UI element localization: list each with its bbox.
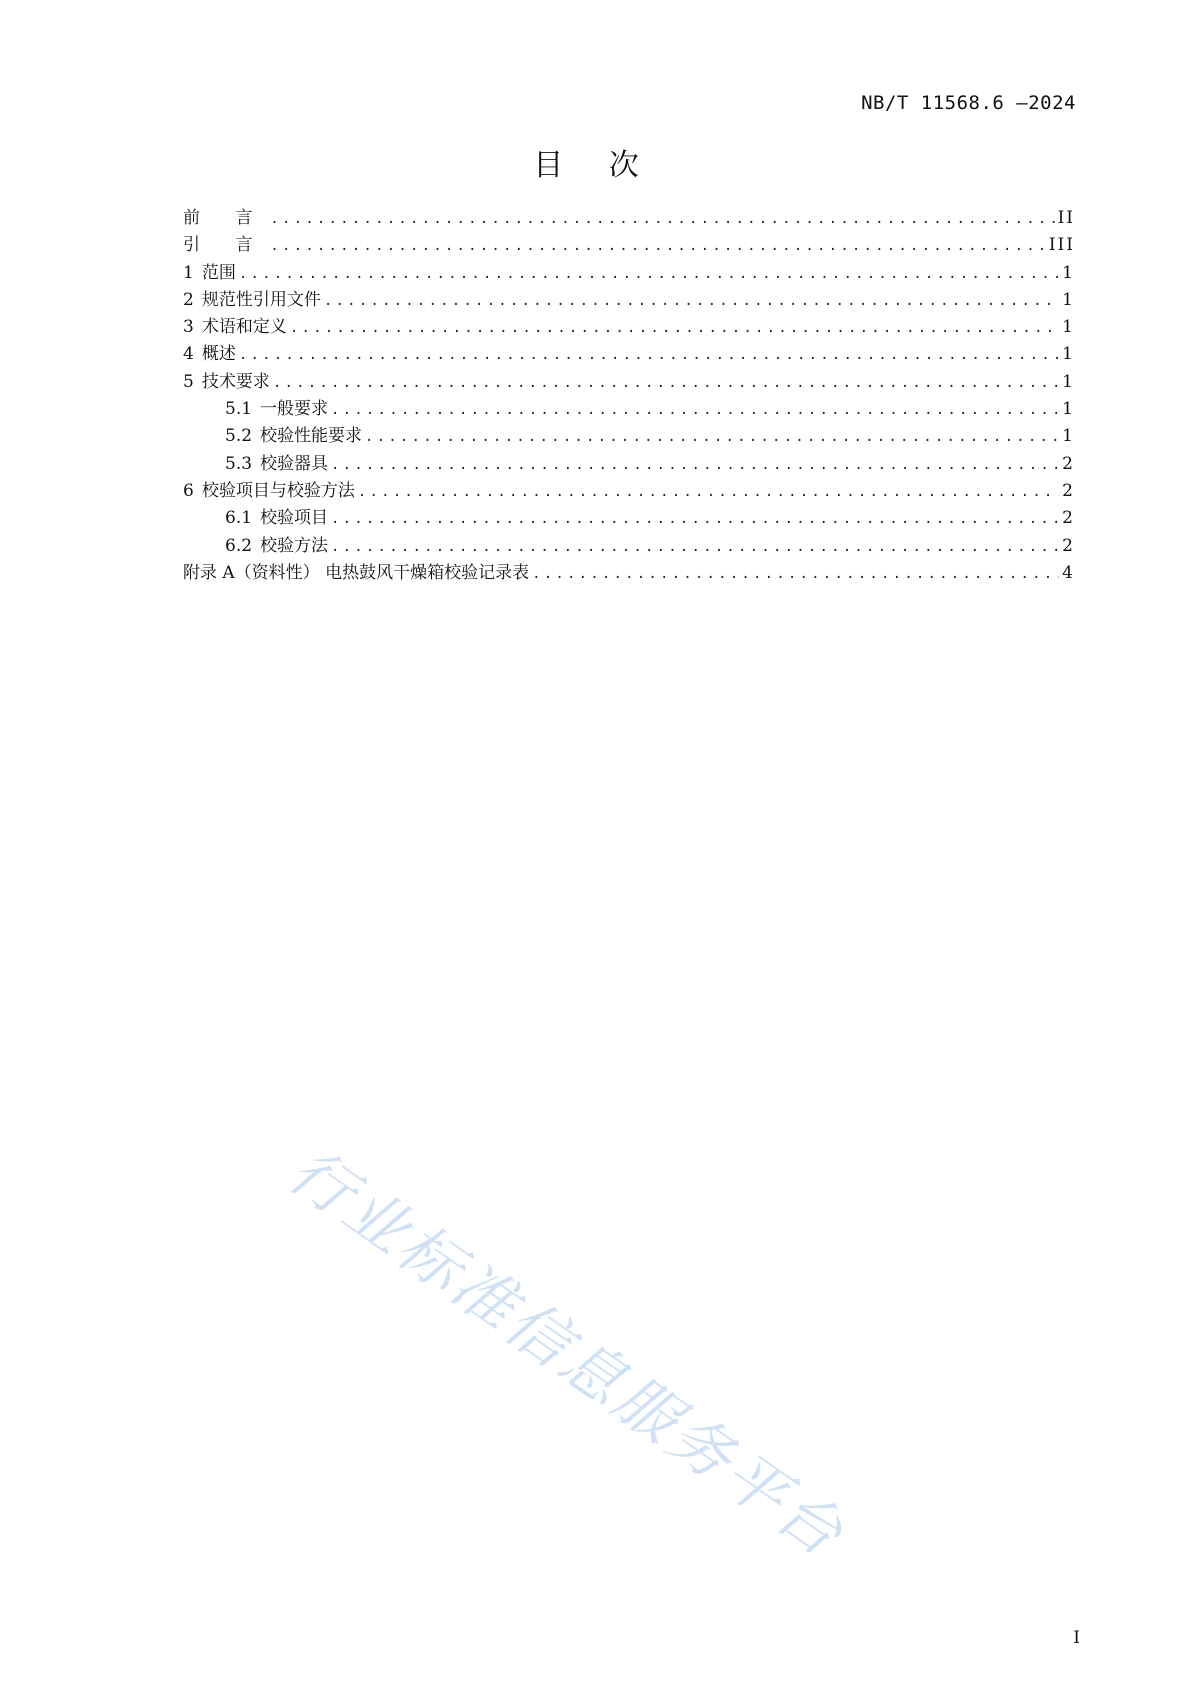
toc-entry-label: 引 言 bbox=[183, 235, 268, 256]
toc-entry-number: 4 bbox=[183, 344, 194, 365]
toc-entry[interactable] bbox=[183, 451, 1075, 478]
toc-dot-leader bbox=[331, 506, 1059, 533]
toc-dot-leader bbox=[270, 206, 1054, 233]
toc-entry-number: 5 bbox=[183, 371, 194, 392]
toc-dot-leader bbox=[331, 452, 1059, 479]
toc-entry-page: 2 bbox=[1062, 453, 1075, 474]
table-of-contents bbox=[183, 205, 1075, 587]
toc-entry-label: 范围 bbox=[201, 262, 236, 283]
toc-entry-page: 2 bbox=[1062, 535, 1075, 556]
toc-entry[interactable] bbox=[183, 232, 1075, 259]
toc-entry[interactable] bbox=[183, 287, 1075, 314]
toc-entry-page: 1 bbox=[1062, 399, 1075, 420]
toc-entry-page: 2 bbox=[1062, 508, 1075, 529]
toc-entry-label: 附录 A（资料性） 电热鼓风干燥箱校验记录表 bbox=[183, 562, 530, 583]
toc-entry-number: 6.2 bbox=[225, 535, 253, 556]
toc-entry-page: III bbox=[1048, 235, 1075, 256]
toc-dot-leader bbox=[331, 397, 1059, 424]
toc-entry-page: 4 bbox=[1062, 562, 1075, 583]
toc-dot-leader bbox=[239, 342, 1059, 369]
toc-entry[interactable] bbox=[183, 478, 1075, 505]
toc-entry[interactable] bbox=[183, 396, 1075, 423]
toc-entry-label: 校验性能要求 bbox=[260, 426, 363, 447]
toc-entry-page: II bbox=[1057, 208, 1075, 228]
toc-entry-number: 1 bbox=[183, 262, 194, 283]
toc-entry[interactable] bbox=[183, 260, 1075, 287]
toc-dot-leader bbox=[273, 370, 1059, 397]
toc-entry-label: 前 言 bbox=[183, 208, 268, 228]
toc-entry-number: 5.1 bbox=[225, 399, 253, 420]
toc-entry-label: 术语和定义 bbox=[201, 317, 287, 338]
toc-entry-page: 1 bbox=[1062, 426, 1075, 447]
toc-entry-label: 规范性引用文件 bbox=[201, 289, 321, 310]
toc-entry[interactable] bbox=[183, 205, 1075, 232]
watermark: 行业标准信息服务平台 bbox=[276, 1133, 859, 1573]
toc-entry-label: 校验方法 bbox=[260, 535, 329, 556]
toc-entry-label: 校验器具 bbox=[260, 453, 329, 474]
toc-entry-page: 1 bbox=[1062, 262, 1075, 283]
toc-entry-page: 1 bbox=[1062, 317, 1075, 338]
toc-entry-label: 技术要求 bbox=[201, 371, 270, 392]
toc-entry-page: 1 bbox=[1062, 371, 1075, 392]
toc-entry[interactable] bbox=[183, 369, 1075, 396]
toc-entry-number: 6.1 bbox=[225, 508, 253, 529]
toc-entry[interactable] bbox=[183, 505, 1075, 532]
toc-entry-page: 2 bbox=[1062, 480, 1075, 501]
toc-entry-number: 5.2 bbox=[225, 426, 253, 447]
toc-dot-leader bbox=[290, 315, 1059, 342]
toc-entry-page: 1 bbox=[1062, 344, 1075, 365]
toc-dot-leader bbox=[365, 424, 1059, 451]
toc-dot-leader bbox=[532, 561, 1059, 588]
toc-dot-leader bbox=[239, 261, 1059, 288]
toc-entry-label: 校验项目与校验方法 bbox=[201, 480, 355, 501]
page-title: 目 次 bbox=[533, 148, 657, 183]
toc-entry-number: 2 bbox=[183, 289, 194, 310]
toc-entry[interactable] bbox=[183, 533, 1075, 560]
page-number: I bbox=[1073, 1628, 1080, 1648]
toc-entry-label: 概述 bbox=[201, 344, 236, 365]
toc-dot-leader bbox=[270, 233, 1045, 260]
toc-entry-number: 5.3 bbox=[225, 453, 253, 474]
toc-dot-leader bbox=[324, 288, 1059, 315]
toc-entry-number: 6 bbox=[183, 480, 194, 501]
toc-entry[interactable] bbox=[183, 314, 1075, 341]
toc-entry-number: 3 bbox=[183, 317, 194, 338]
toc-entry[interactable] bbox=[183, 341, 1075, 368]
toc-entry[interactable] bbox=[183, 423, 1075, 450]
toc-entry-page: 1 bbox=[1062, 289, 1075, 310]
toc-dot-leader bbox=[358, 479, 1059, 506]
toc-entry-label: 校验项目 bbox=[260, 508, 329, 529]
toc-entry-label: 一般要求 bbox=[260, 399, 329, 420]
toc-entry[interactable] bbox=[183, 560, 1075, 587]
standard-number: NB/T 11568.6 —2024 bbox=[861, 92, 1076, 114]
toc-dot-leader bbox=[331, 534, 1059, 561]
